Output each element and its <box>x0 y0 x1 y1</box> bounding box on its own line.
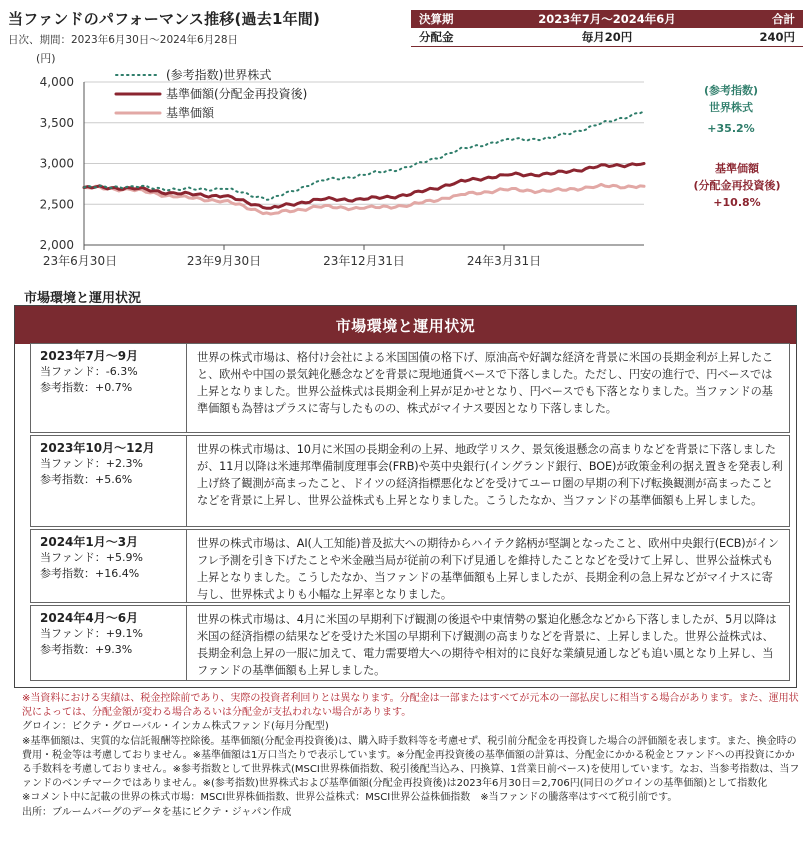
index-return-value: 参考指数：+5.6% <box>40 473 133 486</box>
series-line-0 <box>84 111 644 200</box>
distribution-summary-table <box>411 10 803 47</box>
chart-legend <box>116 67 307 120</box>
x-tick-label: 23年6月30日 <box>42 254 118 268</box>
page-title: 当ファンドのパフォーマンス推移(過去1年間) <box>8 10 321 28</box>
footnote-source: 出所：ブルームバーグのデータを基にピクテ・ジャパン作成 <box>22 806 292 818</box>
x-tick-label: 24年3月31日 <box>466 254 542 268</box>
period-summary <box>31 530 187 602</box>
index-annotation-label: (参考指数) <box>703 84 759 97</box>
y-tick-label: 3,000 <box>39 156 74 171</box>
index-annotation <box>676 82 786 137</box>
x-axis-ticks <box>43 245 541 268</box>
fund-return-value: 当ファンド：-6.3% <box>40 365 138 378</box>
period-commentary: 世界の株式市場は、10月に米国の長期金利の上昇、地政学リスク、景気後退懸念の高まりなどを背景に下落しましたが、11月以降は米連邦準備制度理事会(FRB)や英中央銀行(イングランド銀行、BOE)が政策金利の据え置きを発表し利上げ終了観測が高まったこと、ドイツの経済指標悪化などを受けてユーロ圏の早期の利下げ転換観測が高まったことなどを背景に上昇し、世界公益株式も上昇となりました。こうしたなか、当ファンドの基準価額も上昇しました。 <box>197 443 783 507</box>
period-row <box>30 343 790 433</box>
section-title: 市場環境と運用状況 <box>24 291 142 306</box>
fund-annotation-sub: (分配金再投資後) <box>693 179 781 192</box>
y-axis-ticks <box>40 75 74 252</box>
x-tick-label: 23年9月30日 <box>186 254 262 268</box>
footnote-fund-name: グロイン：ピクテ・グローバル・インカム株式ファンド(毎月分配型) <box>22 721 329 733</box>
summary-header-row <box>411 10 803 28</box>
fund-annotation-label: 基準価額 <box>715 162 759 175</box>
period-label: 2023年7月～9月 <box>40 349 139 363</box>
legend-label: (参考指数)世界株式 <box>166 68 272 82</box>
series-line-1 <box>84 164 644 209</box>
y-tick-label: 2,000 <box>39 238 74 252</box>
fund-return-value: 当ファンド：+2.3% <box>40 457 143 470</box>
period-subtitle: 日次、期間：2023年6月30日～2024年6月28日 <box>8 34 239 46</box>
index-return: +35.2% <box>707 122 755 135</box>
y-tick-label: 4,000 <box>39 75 74 89</box>
period-label: 2024年1月～3月 <box>40 535 139 549</box>
legend-label: 基準価額 <box>166 106 215 120</box>
market-environment-header: 市場環境と運用状況 <box>15 306 796 344</box>
index-return-value: 参考指数：+9.3% <box>40 643 133 656</box>
footnote-nav: ※基準価額は、実質的な信託報酬等控除後。基準価額(分配金再投資後)は、購入時手数料等を考慮せず、税引前分配金を再投資した場合の評価額を表します。また、換金時の費用・税金等は考慮しておりません。※基準価額は1万口当たりで表示しています。※分配金再投資後の基準価額の計算は、分配金にかかる税金とファンドへの再投資にかかる手数料を考慮しておりません。※参考指数として世界株式(MSCI世界株価指数、税引後配当込み、円換算、1営業日前ベース)を使用しています。なお、当参考指数は、当ファンドのベンチマークではありません。※(参考指数)世界株式および基準価額(分配金再投資後)は2023年6月30日＝2,706円(同日のグロインの基準価額)として指数化 <box>22 735 800 790</box>
summary-cell: 分配金 <box>411 28 491 47</box>
index-return-value: 参考指数：+16.4% <box>40 567 140 580</box>
summary-data-row <box>411 28 803 47</box>
summary-header-cell: 2023年7月～2024年6月 <box>491 10 723 28</box>
unit-label: (円) <box>36 52 56 65</box>
risk-warning: ※当資料における実績は、税金控除前であり、実際の投資者利回りとは異なります。分配金は一部またはすべてが元本の一部払戻しに相当する場合があります。また、運用状況によっては、分配金額が変わる場合あるいは分配金が支払われない場合があります。 <box>22 693 799 719</box>
index-annotation-name: 世界株式 <box>709 101 753 114</box>
period-summary <box>31 606 187 680</box>
summary-header-cell: 合計 <box>723 10 803 28</box>
period-commentary: 世界の株式市場は、4月に米国の早期利下げ観測の後退や中東情勢の緊迫化懸念などから下落しましたが、5月以降は米国の経済指標の結果などを受けた米国の早期利下げ観測の高まりなどを背景に、上昇しました。世界公益株式は、長期金利急上昇の一服に加えて、電力需要増大への期待や相対的に良好な業績見通しなども追い風となり上昇し、当ファンドの基準価額も上昇しました。 <box>197 613 777 677</box>
period-summary <box>31 436 187 526</box>
summary-header-cell: 決算期 <box>411 10 491 28</box>
index-return-value: 参考指数：+0.7% <box>40 381 133 394</box>
period-label: 2023年10月～12月 <box>40 441 155 455</box>
period-row <box>30 435 790 527</box>
fund-annotation <box>676 160 798 211</box>
fund-return-value: 当ファンド：+9.1% <box>40 627 143 640</box>
period-summary <box>31 344 187 432</box>
footnotes <box>22 692 804 820</box>
x-tick-label: 23年12月31日 <box>323 254 405 268</box>
period-label: 2024年4月～6月 <box>40 611 139 625</box>
summary-cell: 毎月20円 <box>491 28 723 47</box>
period-row <box>30 605 790 681</box>
fund-return: +10.8% <box>713 196 761 209</box>
y-tick-label: 3,500 <box>39 115 74 130</box>
fund-return-value: 当ファンド：+5.9% <box>40 551 143 564</box>
period-row <box>30 529 790 603</box>
chart-lines <box>84 111 644 214</box>
period-commentary: 世界の株式市場は、格付け会社による米国国債の格下げ、原油高や好調な経済を背景に米国の長期金利が上昇したこと、欧州や中国の景気鈍化懸念などを背景に現地通貨ベースで下落しました。ただし、円安の進行で、円ベースでは上昇となりました。世界公益株式は長期金利上昇が足かせとなり、円ベースでも下落となりました。当ファンドの基準価額も為替はプラスに寄与したものの、株式がマイナス要因となり下落しました。 <box>197 351 774 415</box>
footnote-markets: ※コメント中に記載の世界の株式市場：MSCI世界株価指数、世界公益株式：MSCI世界公益株価指数 ※当ファンドの騰落率はすべて税引前です。 <box>22 792 678 804</box>
summary-cell: 240円 <box>723 28 803 47</box>
y-tick-label: 2,500 <box>39 197 74 212</box>
period-commentary: 世界の株式市場は、AI(人工知能)普及拡大への期待からハイテク銘柄が堅調となったこと、欧州中央銀行(ECB)がインフレ予測を引き下げたことや米金融当局が従前の利下げ見通しを維持したことなどを受けて上昇し、世界公益株式も上昇となりました。こうしたなか、当ファンドの基準価額も上昇しましたが、長期金利の急上昇などがマイナスに寄与し、世界株式よりも小幅な上昇率となりました。 <box>197 537 779 601</box>
legend-label: 基準価額(分配金再投資後) <box>166 87 308 101</box>
